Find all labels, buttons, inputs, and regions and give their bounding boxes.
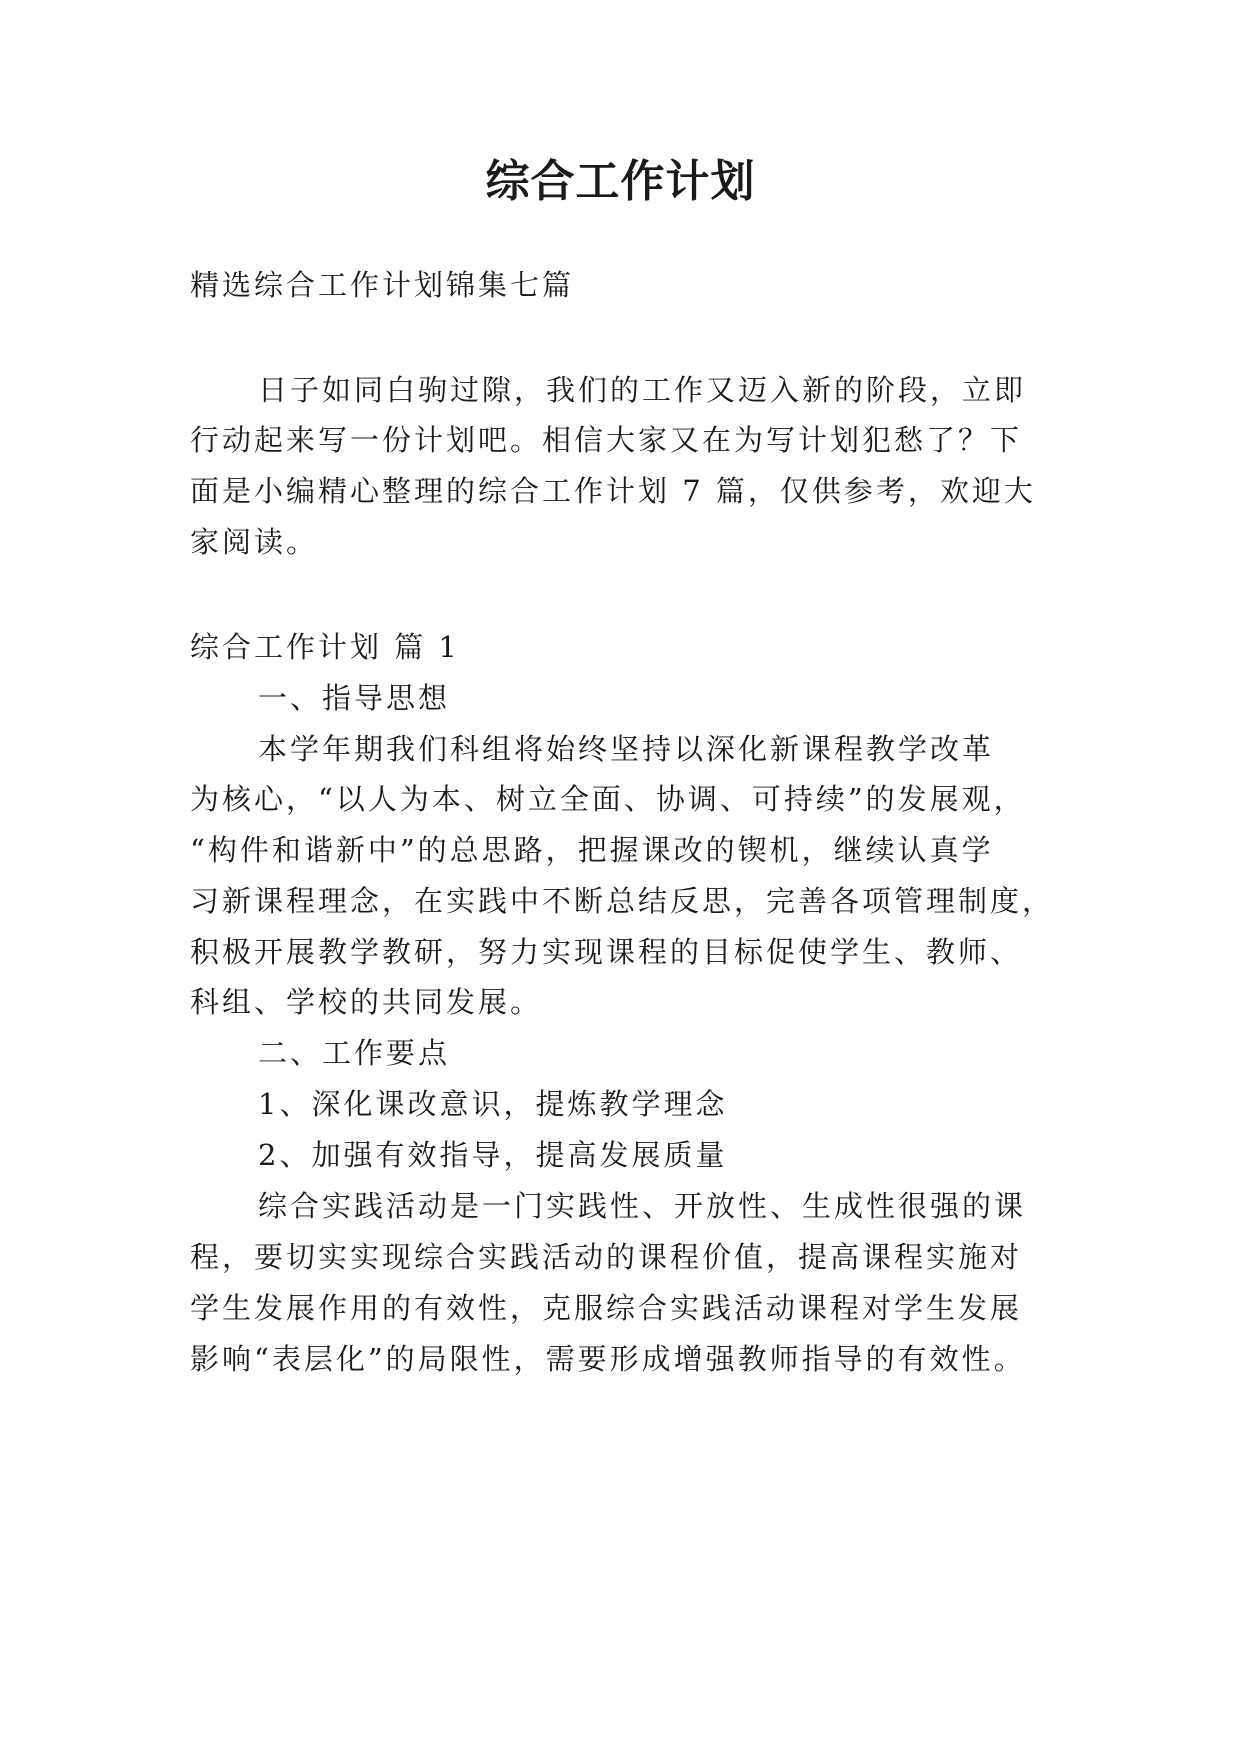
heading-work-points: 二、工作要点 [258, 1036, 451, 1070]
heading-guiding-ideology: 一、指导思想 [258, 681, 451, 715]
work-point-1: 1、深化课改意识，提炼教学理念 [258, 1087, 728, 1121]
para1-line-6: 科组、学校的共同发展。 [190, 985, 543, 1019]
para2-line-2: 程，要切实实现综合实践活动的课程价值，提高课程实施对 [190, 1240, 1023, 1274]
section-heading: 综合工作计划 篇 1 [190, 630, 460, 664]
para1-line-5: 积极开展教学教研，努力实现课程的目标促使学生、教师、 [190, 935, 1023, 969]
intro-line-1: 日子如同白驹过隙，我们的工作又迈入新的阶段，立即 [258, 373, 1027, 407]
para1-line-3: “构件和谐新中”的总思路，把握课改的锲机，继续认真学 [190, 833, 994, 867]
para1-line-2: 为核心，“以人为本、树立全面、协调、可持续”的发展观， [190, 782, 1026, 816]
para1-line-4: 习新课程理念，在实践中不断总结反思，完善各项管理制度， [190, 884, 1055, 918]
para1-line-1: 本学年期我们科组将始终坚持以深化新课程教学改革 [258, 732, 995, 766]
para2-line-4: 影响“表层化”的局限性，需要形成增强教师指导的有效性。 [190, 1342, 1026, 1376]
document-subtitle: 精选综合工作计划锦集七篇 [190, 268, 575, 302]
intro-line-4: 家阅读。 [190, 525, 319, 559]
intro-line-3: 面是小编精心整理的综合工作计划 7 篇，仅供参考，欢迎大 [190, 474, 1036, 508]
work-point-2: 2、加强有效指导，提高发展质量 [258, 1138, 728, 1172]
document-title: 综合工作计划 [485, 156, 756, 207]
para2-line-3: 学生发展作用的有效性，克服综合实践活动课程对学生发展 [190, 1291, 1023, 1325]
para2-line-1: 综合实践活动是一门实践性、开放性、生成性很强的课 [258, 1189, 1027, 1223]
intro-line-2: 行动起来写一份计划吧。相信大家又在为写计划犯愁了？下 [190, 423, 1023, 457]
